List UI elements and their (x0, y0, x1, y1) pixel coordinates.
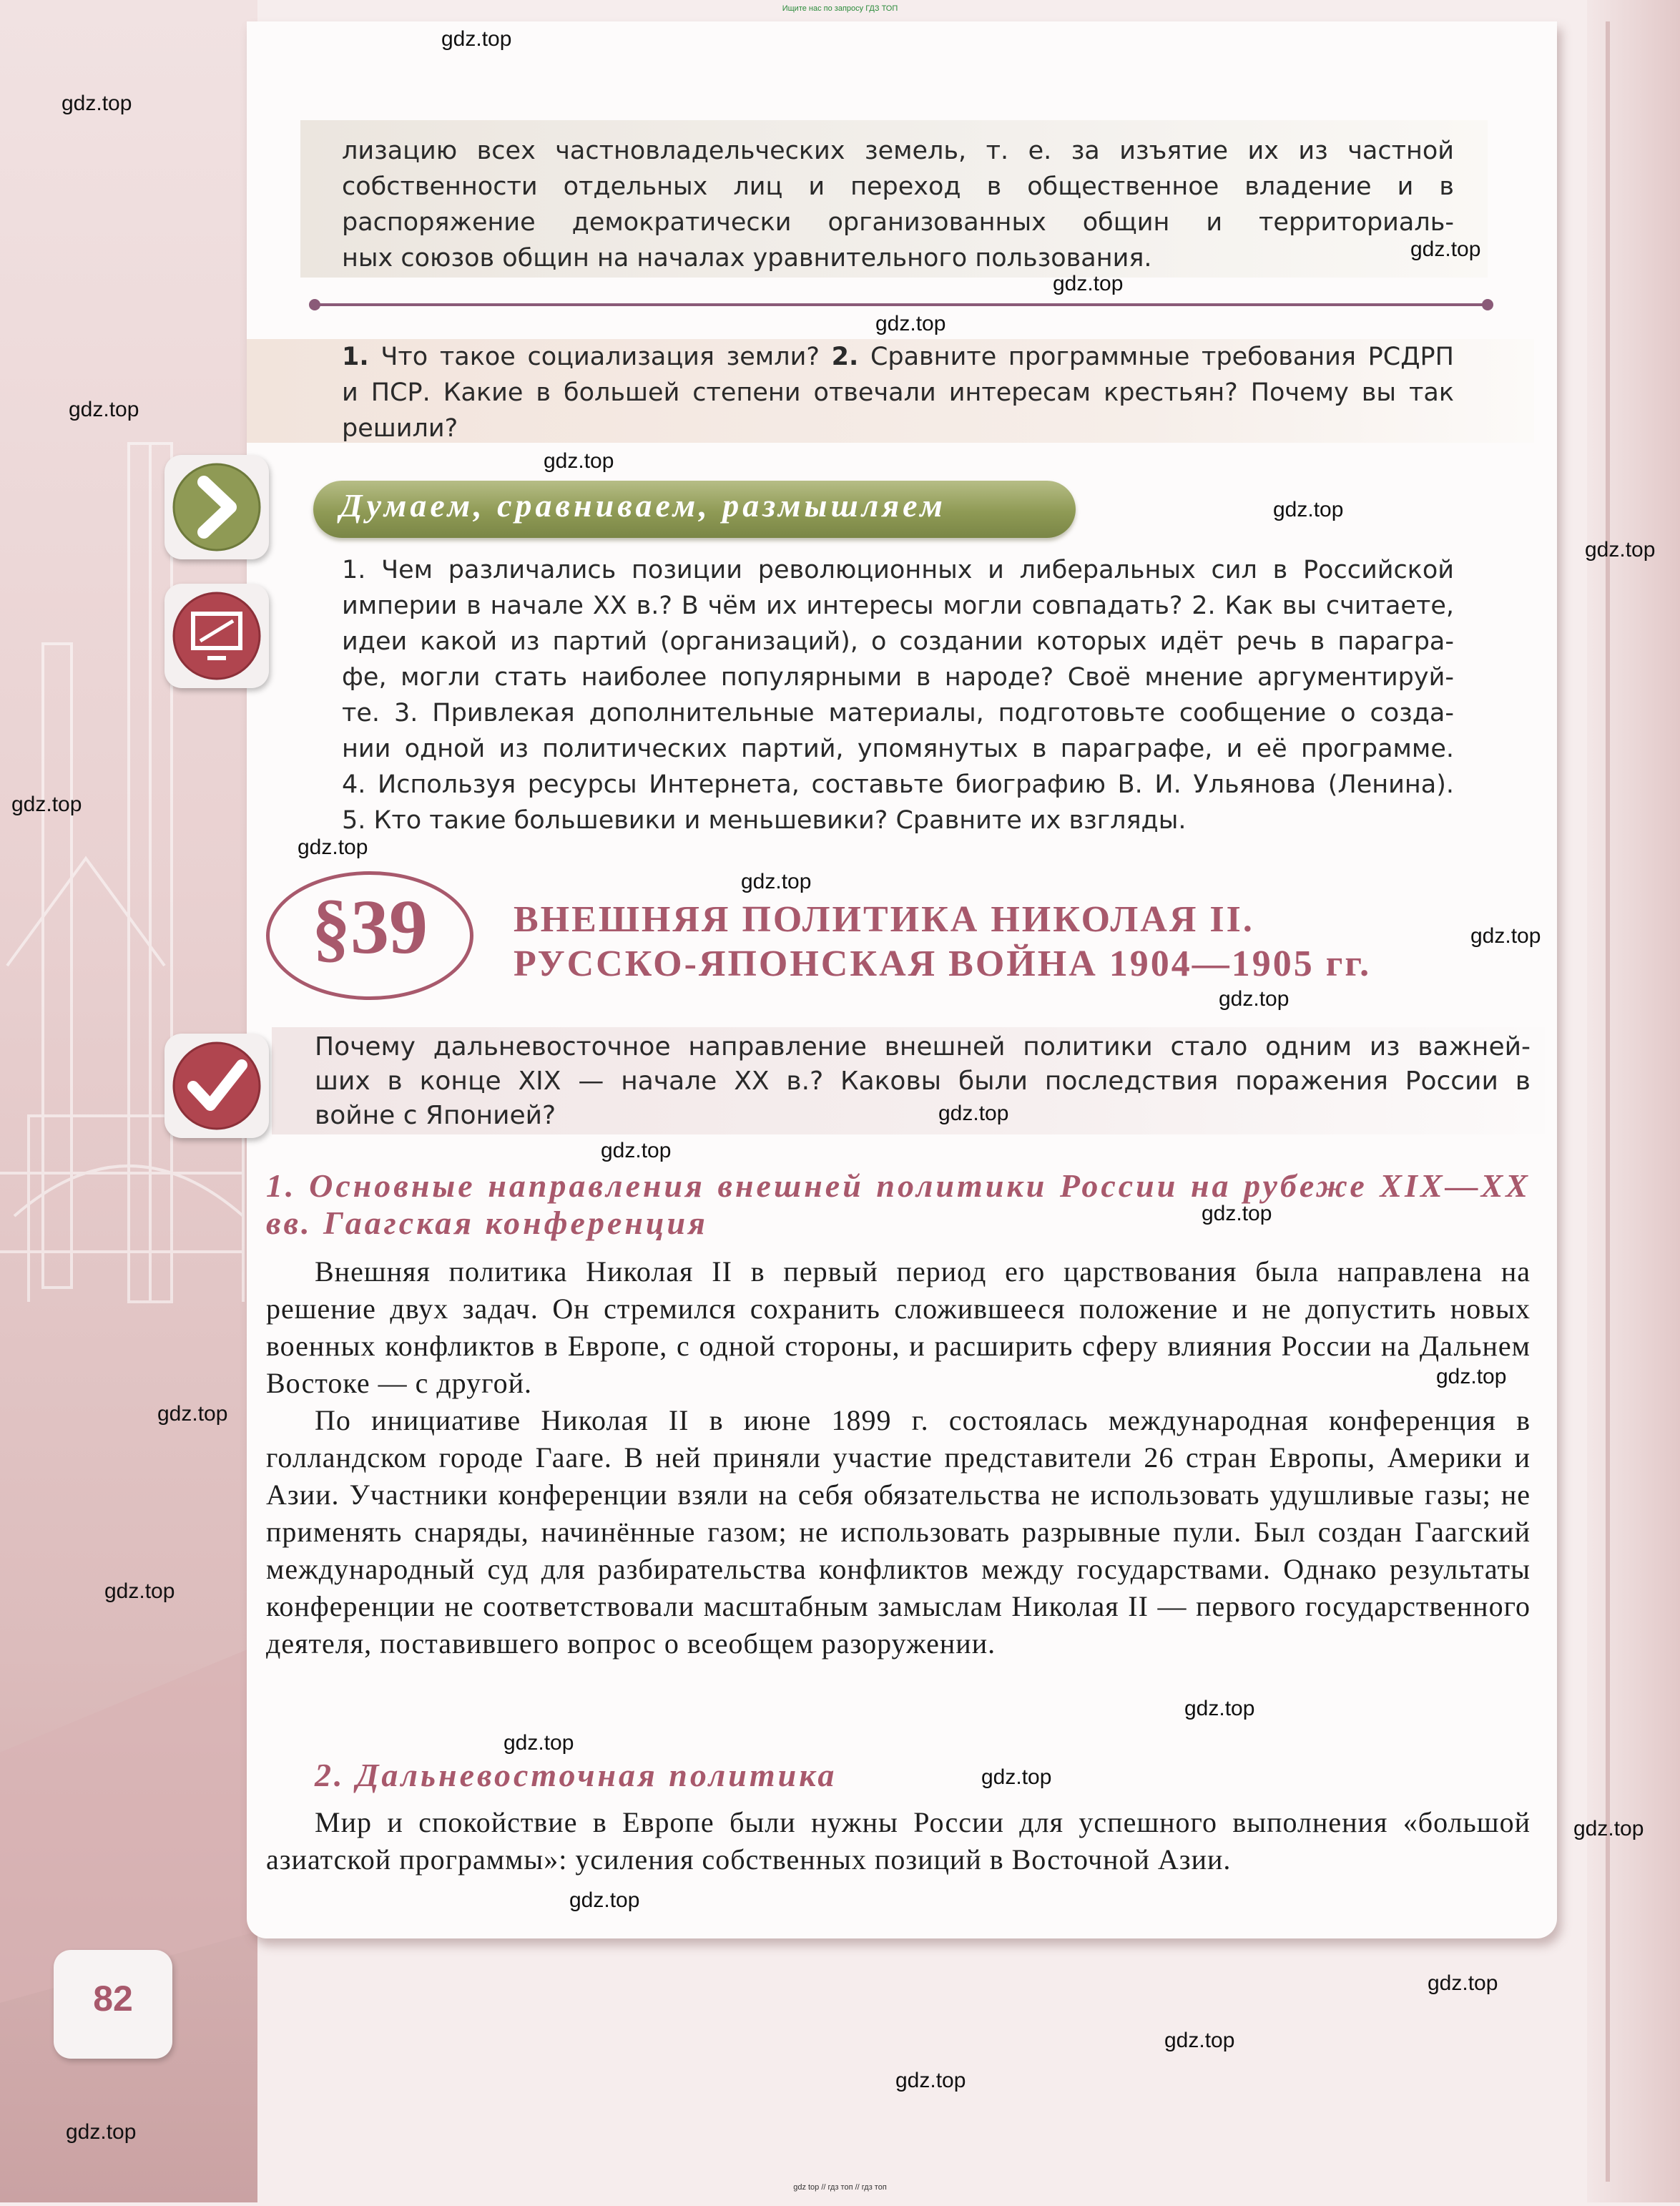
watermark: gdz.top (1470, 924, 1541, 948)
text-line: войне с Японией? (315, 1101, 556, 1130)
text-line: Почему дальневосточное направление внешней политики стало одним из важней- (315, 1032, 1531, 1062)
paragraph-title-line: РУССКО-ЯПОНСКАЯ ВОЙНА 1904—1905 гг. (514, 943, 1372, 984)
watermark: gdz.top (62, 92, 132, 115)
paragraph-number: §39 (312, 885, 428, 970)
text-line: империи в начале XX в.? В чём их интересы могли совпадать? 2. Как вы считаете, (342, 592, 1454, 620)
page-fold-line (1606, 21, 1610, 2182)
watermark: gdz.top (1164, 2029, 1235, 2052)
watermark: gdz.top (441, 27, 512, 51)
watermark: gdz.top (104, 1579, 175, 1603)
question-number: 2. (831, 343, 859, 371)
text-line: и ПСР. Какие в большей степени отвечали интересам крестьян? Почему вы так (342, 378, 1454, 407)
watermark: gdz.top (938, 1102, 1009, 1125)
watermark: gdz.top (544, 449, 614, 473)
watermark: gdz.top (1573, 1817, 1644, 1840)
checkmark-icon (164, 1034, 269, 1138)
watermark: gdz.top (1585, 538, 1656, 562)
watermark: gdz.top (1273, 498, 1344, 521)
checkmark-icon-graphic (164, 1034, 269, 1138)
watermark: gdz.top (66, 2120, 137, 2144)
arrow-right-icon-graphic (164, 455, 269, 559)
header-note: Ищите нас по запросу ГДЗ ТОП (782, 4, 898, 13)
text-line (342, 339, 1454, 375)
question-text: Сравните программные требования РСДРП (870, 343, 1454, 371)
page-number: 82 (93, 1979, 133, 2019)
divider-dot (1482, 299, 1493, 310)
review-questions (342, 339, 1454, 446)
watermark: gdz.top (157, 1402, 228, 1426)
text-line: 5. Кто такие большевики и меньшевики? Сравните их взгляды. (342, 806, 1187, 835)
watermark: gdz.top (981, 1765, 1052, 1789)
text-line: нии одной из политических партий, упомянутых в параграфе, и её программе. (342, 735, 1454, 763)
text-line: ных союзов общин на началах уравнительного пользования. (342, 244, 1152, 273)
body-paragraph: Мир и спокойствие в Европе были нужны России для успешного выполнения «большой азиатской программы»: усиления собственных позиций в Восточной Азии. (266, 1806, 1531, 1876)
body-paragraph: По инициативе Николая II в июне 1899 г. состоялась международная конференция в голландском городе Гааге. В ней приняли участие представители 26 стран Европы, Америки и Азии. Участники конференции взяли на себя обязательства не использовать удушливые газы; не применять снаряды, начинённые газом; не использовать разрывные пули. Был создан Гаагский международный суд для разбирательства конфликтов между государствами. Однако результаты конференции не соответствовали масштабным замыслам Николая II — первого государственного деятеля, поставившего вопрос о всеобщем разоружении. (266, 1404, 1531, 1660)
text-line: лизацию всех частновладельческих земель, т. е. за изъятие их из частной (342, 137, 1454, 165)
watermark: gdz.top (503, 1731, 574, 1755)
divider-dot (309, 299, 320, 310)
section-1-heading: 1. Основные направления внешней политики России на рубеже XIX—XX вв. Гаагская конференция (266, 1167, 1531, 1241)
monitor-chart-icon (164, 584, 269, 688)
think-questions (342, 552, 1454, 838)
watermark: gdz.top (741, 870, 812, 893)
monitor-chart-icon-graphic (164, 584, 269, 688)
section-2-heading: 2. Дальневосточная политика (315, 1757, 837, 1793)
paragraph-title-line: ВНЕШНЯЯ ПОЛИТИКА НИКОЛАЯ II. (514, 899, 1254, 940)
text-line: распоряжение демократически организованных общин и территориаль- (342, 208, 1454, 237)
text-line: решили? (342, 414, 458, 443)
paragraph-title (514, 898, 1371, 986)
watermark: gdz.top (1219, 987, 1290, 1011)
previous-section-text (342, 133, 1454, 276)
watermark: gdz.top (601, 1139, 672, 1162)
text-line: 4. Используя ресурсы Интернета, составьте биографию В. И. Ульянова (Ленина). (342, 770, 1454, 799)
think-section-title: Думаем, сравниваем, размышляем (340, 487, 946, 524)
goal-questions (315, 1030, 1531, 1133)
question-text: Что такое социализация земли? (380, 343, 820, 371)
watermark: gdz.top (1202, 1202, 1272, 1225)
watermark: gdz.top (1184, 1697, 1255, 1720)
watermark: gdz.top (298, 835, 368, 859)
watermark: gdz.top (875, 312, 946, 335)
watermark: gdz.top (1410, 237, 1481, 261)
question-number: 1. (342, 343, 369, 371)
watermark: gdz.top (69, 398, 139, 421)
watermark: gdz.top (11, 793, 82, 816)
watermark: gdz.top (569, 1888, 640, 1912)
arrow-right-icon (164, 455, 269, 559)
text-line: идеи какой из партий (организаций), о создании которых идёт речь в парагра- (342, 627, 1454, 656)
section-1-body (266, 1253, 1531, 1662)
right-page-edge (1587, 0, 1680, 2202)
watermark: gdz.top (1436, 1365, 1507, 1388)
section-divider (315, 303, 1488, 306)
body-paragraph: Внешняя политика Николая II в первый период его царствования была направлена на решение двух задач. Он стремился сохранить сложившееся положение и не допустить новых военных конфликтов в Европе, с одной стороны, и расширить сферу влияния России на Дальнем Востоке — с другой. (266, 1255, 1531, 1399)
text-line: собственности отдельных лиц и переход в общественное владение и в (342, 172, 1454, 201)
footer-note: gdz top // гдз топ // гдз топ (793, 2183, 887, 2192)
text-line: фе, могли стать наиболее популярными в народе? Своё мнение аргументируй- (342, 663, 1454, 692)
text-line: 1. Чем различались позиции революционных и либеральных сил в Российской (342, 556, 1454, 584)
text-line: те. 3. Привлекая дополнительные материалы, подготовьте сообщение о созда- (342, 699, 1454, 727)
section-2-body (266, 1804, 1531, 1878)
watermark: gdz.top (895, 2069, 966, 2092)
text-line: ших в конце XIX — начале XX в.? Каковы были последствия поражения России в (315, 1067, 1531, 1096)
watermark: gdz.top (1053, 272, 1124, 295)
watermark: gdz.top (1428, 1971, 1498, 1995)
